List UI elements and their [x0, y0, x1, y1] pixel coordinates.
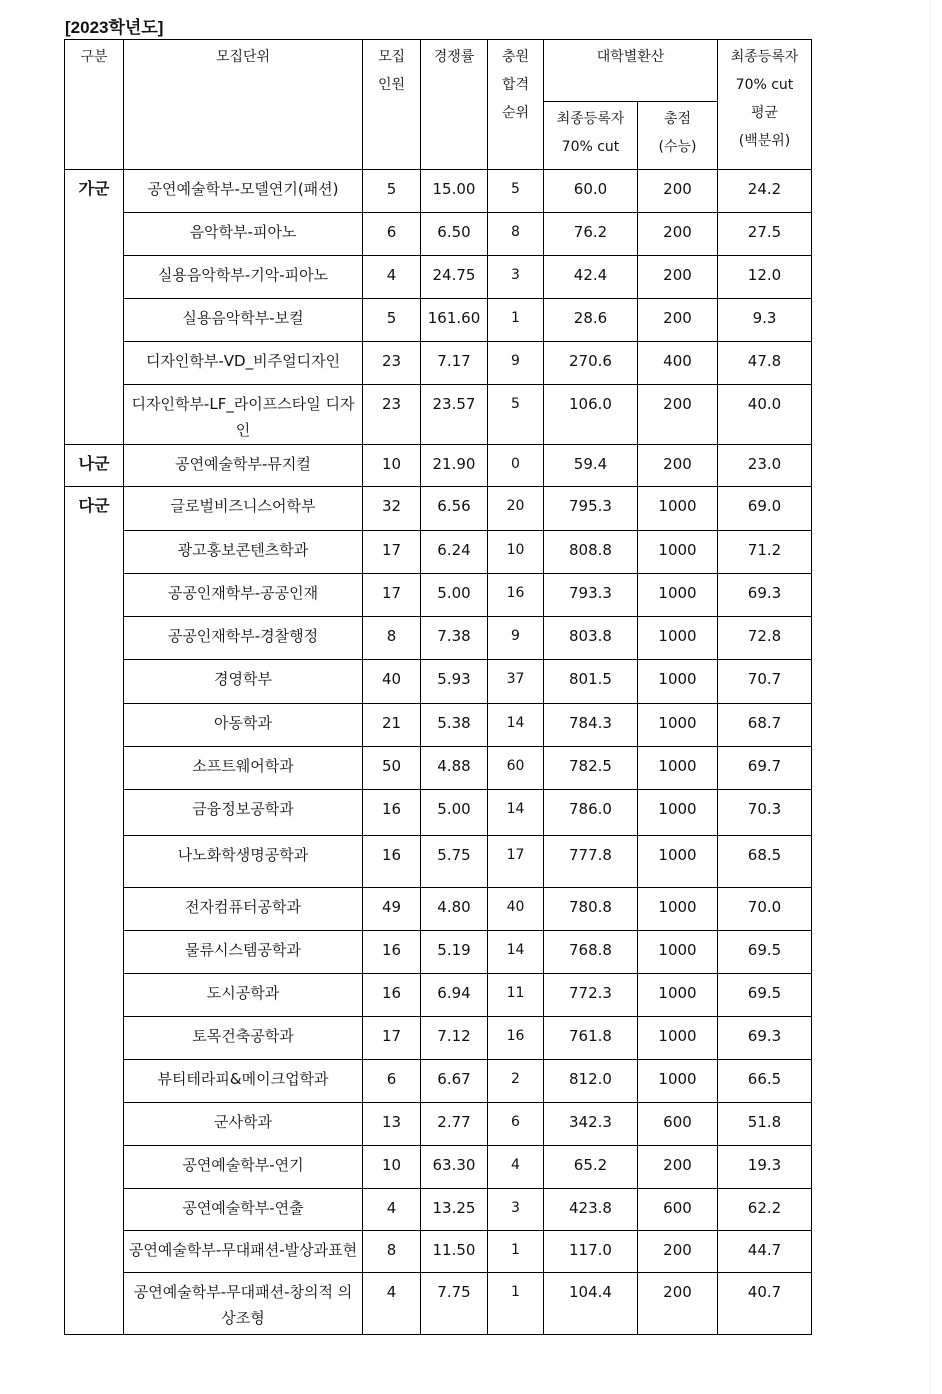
quota: 16: [363, 836, 421, 888]
percentile-avg: 68.5: [718, 836, 812, 888]
quota: 23: [363, 342, 421, 385]
final-cut-score: 76.2: [544, 213, 638, 256]
unit-name: 물류시스템공학과: [124, 931, 363, 974]
quota: 8: [363, 1231, 421, 1273]
total-score: 200: [638, 1146, 718, 1189]
table-row: [65, 660, 812, 704]
total-score: 200: [638, 256, 718, 299]
total-score: 200: [638, 1273, 718, 1335]
total-score: 1000: [638, 1060, 718, 1103]
waitlist-rank: 2: [488, 1060, 544, 1103]
final-cut-score: 65.2: [544, 1146, 638, 1189]
unit-name: 경영학부: [124, 660, 363, 704]
total-score: 1000: [638, 888, 718, 931]
unit-name: 나노화학생명공학과: [124, 836, 363, 888]
total-score: 1000: [638, 931, 718, 974]
quota: 17: [363, 531, 421, 574]
quota: 32: [363, 487, 421, 531]
competition-rate: 6.56: [421, 487, 488, 531]
total-score: 200: [638, 170, 718, 213]
competition-rate: 11.50: [421, 1231, 488, 1273]
percentile-avg: 47.8: [718, 342, 812, 385]
table-row: [65, 888, 812, 931]
unit-name: 공공인재학부-경찰행정: [124, 617, 363, 660]
percentile-avg: 44.7: [718, 1231, 812, 1273]
quota: 10: [363, 1146, 421, 1189]
competition-rate: 5.38: [421, 704, 488, 747]
table-row: [65, 531, 812, 574]
percentile-avg: 69.7: [718, 747, 812, 790]
competition-rate: 63.30: [421, 1146, 488, 1189]
unit-name: 공연예술학부-연기: [124, 1146, 363, 1189]
unit-name: 글로벌비즈니스어학부: [124, 487, 363, 531]
quota: 40: [363, 660, 421, 704]
unit-name: 디자인학부-VD_비주얼디자인: [124, 342, 363, 385]
total-score: 200: [638, 299, 718, 342]
final-cut-score: 117.0: [544, 1231, 638, 1273]
table-row: [65, 342, 812, 385]
final-cut-score: 795.3: [544, 487, 638, 531]
waitlist-rank: 1: [488, 1231, 544, 1273]
quota: 8: [363, 617, 421, 660]
unit-name: 공연예술학부-무대패션-발상과표현: [124, 1231, 363, 1273]
quota: 6: [363, 213, 421, 256]
percentile-avg: 27.5: [718, 213, 812, 256]
table-row: [65, 1103, 812, 1146]
total-score: 1000: [638, 790, 718, 836]
percentile-avg: 70.3: [718, 790, 812, 836]
header-total: 총점 (수능): [638, 102, 718, 170]
final-cut-score: 777.8: [544, 836, 638, 888]
quota: 23: [363, 385, 421, 445]
total-score: 600: [638, 1189, 718, 1231]
competition-rate: 7.38: [421, 617, 488, 660]
quota: 17: [363, 574, 421, 617]
quota: 49: [363, 888, 421, 931]
total-score: 1000: [638, 704, 718, 747]
percentile-avg: 51.8: [718, 1103, 812, 1146]
admissions-table: [64, 39, 812, 1335]
competition-rate: 15.00: [421, 170, 488, 213]
table-row: [65, 213, 812, 256]
quota: 4: [363, 1273, 421, 1335]
percentile-avg: 69.3: [718, 1017, 812, 1060]
competition-rate: 4.88: [421, 747, 488, 790]
percentile-avg: 72.8: [718, 617, 812, 660]
percentile-avg: 62.2: [718, 1189, 812, 1231]
table-row: [65, 617, 812, 660]
waitlist-rank: 4: [488, 1146, 544, 1189]
final-cut-score: 786.0: [544, 790, 638, 836]
total-score: 1000: [638, 660, 718, 704]
final-cut-score: 42.4: [544, 256, 638, 299]
competition-rate: 2.77: [421, 1103, 488, 1146]
quota: 6: [363, 1060, 421, 1103]
waitlist-rank: 5: [488, 170, 544, 213]
header-univ-conversion: 대학별환산: [544, 40, 718, 102]
table-row: [65, 256, 812, 299]
table-row: [65, 299, 812, 342]
waitlist-rank: 60: [488, 747, 544, 790]
unit-name: 공연예술학부-모델연기(패션): [124, 170, 363, 213]
percentile-avg: 19.3: [718, 1146, 812, 1189]
waitlist-rank: 0: [488, 445, 544, 487]
competition-rate: 6.24: [421, 531, 488, 574]
table-row: [65, 974, 812, 1017]
total-score: 600: [638, 1103, 718, 1146]
group-label: 다군: [65, 487, 124, 1335]
unit-name: 소프트웨어학과: [124, 747, 363, 790]
table-row: [65, 1146, 812, 1189]
table-row: [65, 790, 812, 836]
final-cut-score: 342.3: [544, 1103, 638, 1146]
percentile-avg: 24.2: [718, 170, 812, 213]
total-score: 1000: [638, 974, 718, 1017]
unit-name: 토목건축공학과: [124, 1017, 363, 1060]
unit-name: 실용음악학부-보컬: [124, 299, 363, 342]
competition-rate: 7.12: [421, 1017, 488, 1060]
table-row: [65, 574, 812, 617]
final-cut-score: 808.8: [544, 531, 638, 574]
header-competition: 경쟁률: [421, 40, 488, 170]
unit-name: 도시공학과: [124, 974, 363, 1017]
waitlist-rank: 3: [488, 256, 544, 299]
final-cut-score: 423.8: [544, 1189, 638, 1231]
competition-rate: 5.93: [421, 660, 488, 704]
table-row: [65, 836, 812, 888]
table-row: [65, 487, 812, 531]
final-cut-score: 768.8: [544, 931, 638, 974]
waitlist-rank: 20: [488, 487, 544, 531]
percentile-avg: 9.3: [718, 299, 812, 342]
table-row: [65, 1189, 812, 1231]
total-score: 1000: [638, 617, 718, 660]
unit-name: 공연예술학부-뮤지컬: [124, 445, 363, 487]
competition-rate: 7.75: [421, 1273, 488, 1335]
competition-rate: 6.67: [421, 1060, 488, 1103]
quota: 10: [363, 445, 421, 487]
competition-rate: 161.60: [421, 299, 488, 342]
percentile-avg: 69.3: [718, 574, 812, 617]
waitlist-rank: 16: [488, 1017, 544, 1060]
total-score: 1000: [638, 836, 718, 888]
waitlist-rank: 40: [488, 888, 544, 931]
waitlist-rank: 1: [488, 1273, 544, 1335]
quota: 16: [363, 974, 421, 1017]
quota: 5: [363, 170, 421, 213]
table-row: [65, 385, 812, 445]
table-row: [65, 1231, 812, 1273]
waitlist-rank: 5: [488, 385, 544, 445]
competition-rate: 5.00: [421, 574, 488, 617]
waitlist-rank: 17: [488, 836, 544, 888]
final-cut-score: 270.6: [544, 342, 638, 385]
header-final-cut: 최종등록자 70% cut: [544, 102, 638, 170]
group-label: 나군: [65, 445, 124, 487]
quota: 4: [363, 256, 421, 299]
waitlist-rank: 14: [488, 790, 544, 836]
table-row: [65, 704, 812, 747]
waitlist-rank: 8: [488, 213, 544, 256]
unit-name: 광고홍보콘텐츠학과: [124, 531, 363, 574]
table-row: [65, 931, 812, 974]
table-row: [65, 747, 812, 790]
competition-rate: 13.25: [421, 1189, 488, 1231]
final-cut-score: 784.3: [544, 704, 638, 747]
waitlist-rank: 1: [488, 299, 544, 342]
table-row: [65, 1273, 812, 1335]
percentile-avg: 23.0: [718, 445, 812, 487]
percentile-avg: 70.0: [718, 888, 812, 931]
final-cut-score: 812.0: [544, 1060, 638, 1103]
unit-name: 전자컴퓨터공학과: [124, 888, 363, 931]
quota: 50: [363, 747, 421, 790]
unit-name: 실용음악학부-기악-피아노: [124, 256, 363, 299]
competition-rate: 5.00: [421, 790, 488, 836]
waitlist-rank: 9: [488, 342, 544, 385]
competition-rate: 6.50: [421, 213, 488, 256]
total-score: 200: [638, 1231, 718, 1273]
total-score: 1000: [638, 747, 718, 790]
quota: 4: [363, 1189, 421, 1231]
competition-rate: 5.75: [421, 836, 488, 888]
final-cut-score: 782.5: [544, 747, 638, 790]
final-cut-score: 780.8: [544, 888, 638, 931]
quota: 13: [363, 1103, 421, 1146]
quota: 16: [363, 790, 421, 836]
unit-name: 군사학과: [124, 1103, 363, 1146]
table-row: [65, 1017, 812, 1060]
competition-rate: 7.17: [421, 342, 488, 385]
quota: 5: [363, 299, 421, 342]
unit-name: 공연예술학부-무대패션-창의적 의상조형: [124, 1273, 363, 1335]
table-row: [65, 170, 812, 213]
percentile-avg: 12.0: [718, 256, 812, 299]
quota: 21: [363, 704, 421, 747]
unit-name: 뷰티테라피&메이크업학과: [124, 1060, 363, 1103]
header-quota: 모집 인원: [363, 40, 421, 170]
quota: 17: [363, 1017, 421, 1060]
unit-name: 공공인재학부-공공인재: [124, 574, 363, 617]
final-cut-score: 28.6: [544, 299, 638, 342]
total-score: 200: [638, 385, 718, 445]
table-row: [65, 445, 812, 487]
final-cut-score: 59.4: [544, 445, 638, 487]
header-group: 구분: [65, 40, 124, 170]
waitlist-rank: 14: [488, 704, 544, 747]
final-cut-score: 772.3: [544, 974, 638, 1017]
unit-name: 아동학과: [124, 704, 363, 747]
waitlist-rank: 37: [488, 660, 544, 704]
waitlist-rank: 16: [488, 574, 544, 617]
unit-name: 금융정보공학과: [124, 790, 363, 836]
unit-name: 공연예술학부-연출: [124, 1189, 363, 1231]
total-score: 1000: [638, 1017, 718, 1060]
table-row: [65, 1060, 812, 1103]
final-cut-score: 761.8: [544, 1017, 638, 1060]
page-title: [2023학년도]: [65, 18, 164, 37]
total-score: 1000: [638, 487, 718, 531]
unit-name: 음악학부-피아노: [124, 213, 363, 256]
competition-rate: 4.80: [421, 888, 488, 931]
total-score: 200: [638, 445, 718, 487]
final-cut-score: 801.5: [544, 660, 638, 704]
competition-rate: 6.94: [421, 974, 488, 1017]
total-score: 200: [638, 213, 718, 256]
percentile-avg: 68.7: [718, 704, 812, 747]
quota: 16: [363, 931, 421, 974]
total-score: 1000: [638, 531, 718, 574]
final-cut-score: 104.4: [544, 1273, 638, 1335]
percentile-avg: 66.5: [718, 1060, 812, 1103]
final-cut-score: 793.3: [544, 574, 638, 617]
competition-rate: 21.90: [421, 445, 488, 487]
total-score: 1000: [638, 574, 718, 617]
competition-rate: 23.57: [421, 385, 488, 445]
final-cut-score: 803.8: [544, 617, 638, 660]
waitlist-rank: 10: [488, 531, 544, 574]
unit-name: 디자인학부-LF_라이프스타일 디자인: [124, 385, 363, 445]
percentile-avg: 71.2: [718, 531, 812, 574]
total-score: 400: [638, 342, 718, 385]
final-cut-score: 60.0: [544, 170, 638, 213]
waitlist-rank: 9: [488, 617, 544, 660]
waitlist-rank: 11: [488, 974, 544, 1017]
competition-rate: 5.19: [421, 931, 488, 974]
percentile-avg: 69.5: [718, 931, 812, 974]
header-percentile: 최종등록자 70% cut 평균 (백분위): [718, 40, 812, 170]
percentile-avg: 69.5: [718, 974, 812, 1017]
waitlist-rank: 6: [488, 1103, 544, 1146]
percentile-avg: 69.0: [718, 487, 812, 531]
header-waitlist: 충원 합격 순위: [488, 40, 544, 170]
waitlist-rank: 14: [488, 931, 544, 974]
final-cut-score: 106.0: [544, 385, 638, 445]
waitlist-rank: 3: [488, 1189, 544, 1231]
percentile-avg: 70.7: [718, 660, 812, 704]
header-unit: 모집단위: [124, 40, 363, 170]
competition-rate: 24.75: [421, 256, 488, 299]
group-label: 가군: [65, 170, 124, 445]
percentile-avg: 40.7: [718, 1273, 812, 1335]
percentile-avg: 40.0: [718, 385, 812, 445]
